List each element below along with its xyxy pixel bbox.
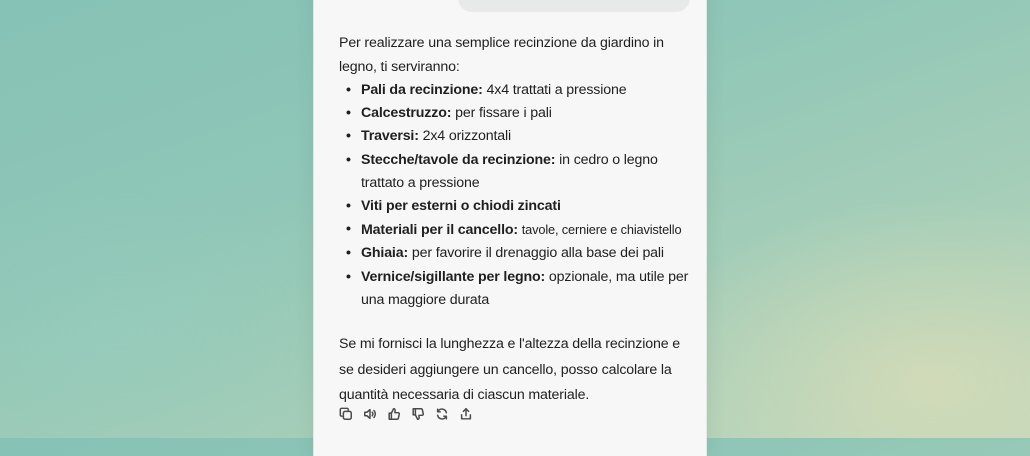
list-item xyxy=(361,242,695,265)
list-item xyxy=(361,102,695,125)
thumbs-up-icon xyxy=(387,407,401,421)
read-aloud-button[interactable] xyxy=(362,406,378,422)
list-item xyxy=(361,195,695,218)
item-detail: per favorire il drenaggio alla base dei pali xyxy=(411,245,664,262)
item-name: Ghiaia: xyxy=(361,245,409,262)
item-name: Traversi: xyxy=(361,128,419,145)
assistant-message xyxy=(339,32,695,409)
user-message-bubble xyxy=(458,0,690,12)
bad-response-button[interactable] xyxy=(410,406,426,422)
message-followup: Se mi fornisci la lunghezza e l'altezza della recinzione e se desideri aggiungere un cancello, posso calcolare la quantità necessaria di ciascun materiale. xyxy=(339,336,681,404)
item-name: Viti per esterni o chiodi zincati xyxy=(361,198,561,215)
item-name: Pali da recinzione: xyxy=(361,82,483,98)
item-name: Vernice/sigillante per legno: xyxy=(361,268,546,285)
list-item xyxy=(361,79,695,102)
share-button[interactable] xyxy=(458,406,474,422)
good-response-button[interactable] xyxy=(386,406,402,422)
item-detail: opzionale, ma utile per una maggiore durata xyxy=(361,268,689,308)
item-detail: in cedro o legno trattato a pressione xyxy=(361,151,658,191)
copy-icon xyxy=(339,407,353,421)
thumbs-down-icon xyxy=(411,407,425,421)
message-action-bar xyxy=(338,406,474,422)
item-detail: tavole, cerniere e chiavistello xyxy=(521,222,682,238)
list-item xyxy=(361,218,695,242)
share-icon xyxy=(459,407,473,421)
message-intro: Per realizzare una semplice recinzione da giardino in legno, ti serviranno: xyxy=(339,35,664,75)
list-item xyxy=(361,125,695,148)
item-detail: 2x4 orizzontali xyxy=(422,128,512,145)
list-item xyxy=(361,266,695,312)
copy-button[interactable] xyxy=(338,406,354,422)
speaker-icon xyxy=(363,407,377,421)
item-detail: per fissare i pali xyxy=(455,105,552,122)
item-detail: 4x4 trattati a pressione xyxy=(486,82,627,98)
item-name: Stecche/tavole da recinzione: xyxy=(361,151,556,168)
item-name: Materiali per il cancello: xyxy=(361,222,518,239)
materials-list xyxy=(339,79,695,312)
item-name: Calcestruzzo: xyxy=(361,105,452,122)
regenerate-button[interactable] xyxy=(434,406,450,422)
regenerate-icon xyxy=(435,407,449,421)
list-item xyxy=(361,149,695,195)
